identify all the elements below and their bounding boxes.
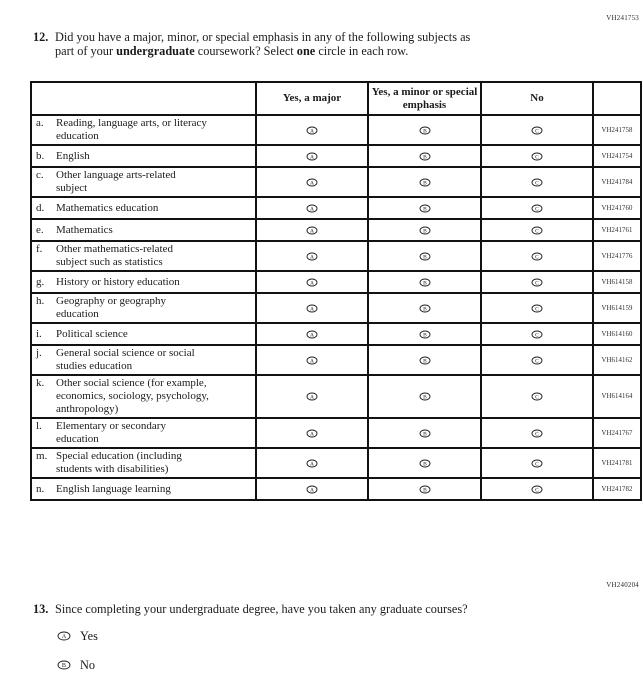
- response-cell-b[interactable]: [368, 418, 481, 448]
- table-row: [31, 219, 641, 241]
- row-label-cell: [31, 375, 256, 418]
- response-oval-c-icon[interactable]: [531, 226, 543, 235]
- response-cell-a[interactable]: [256, 167, 368, 197]
- row-label-cell: [31, 418, 256, 448]
- row-letter: c.: [36, 169, 44, 181]
- table-row: [31, 145, 641, 167]
- response-oval-a-icon[interactable]: [306, 252, 318, 261]
- row-label-cell: [31, 145, 256, 167]
- svg-text:B: B: [422, 358, 427, 365]
- row-label-wrap: [36, 276, 252, 289]
- svg-text:A: A: [310, 358, 314, 365]
- response-cell-b[interactable]: [368, 241, 481, 271]
- row-label: [56, 328, 128, 341]
- row-label: [56, 483, 171, 496]
- row-label-line: English: [56, 149, 90, 162]
- response-oval-b-icon[interactable]: [419, 330, 431, 339]
- question-13-number: 13.: [33, 602, 49, 616]
- row-label: [56, 377, 209, 416]
- row-letter: f.: [36, 243, 43, 255]
- svg-text:B: B: [422, 180, 427, 187]
- svg-text:C: C: [535, 154, 539, 161]
- row-label-line: Political science: [56, 327, 128, 340]
- response-cell-c[interactable]: [481, 293, 593, 323]
- option-label: No: [80, 657, 96, 672]
- svg-text:C: C: [535, 332, 539, 339]
- response-cell-c[interactable]: [481, 271, 593, 293]
- svg-text:C: C: [535, 180, 539, 187]
- row-label-line: General social science or social: [56, 347, 195, 359]
- question-12-text: [55, 30, 470, 58]
- row-label-line: subject: [56, 182, 88, 194]
- response-cell-a[interactable]: [256, 219, 368, 241]
- row-letter: b.: [36, 149, 45, 162]
- row-label-wrap: [36, 377, 252, 416]
- table-row: [31, 293, 641, 323]
- row-label-wrap: [36, 483, 252, 496]
- response-oval-a-icon[interactable]: [306, 392, 318, 401]
- svg-text:A: A: [310, 128, 314, 135]
- column-header-subject: [31, 82, 256, 115]
- response-oval-a-icon[interactable]: [306, 278, 318, 287]
- row-label: [56, 295, 166, 321]
- response-cell-c[interactable]: [481, 323, 593, 345]
- response-cell-c[interactable]: [481, 219, 593, 241]
- svg-text:A: A: [310, 461, 314, 468]
- response-cell-b[interactable]: [368, 323, 481, 345]
- response-cell-a[interactable]: [256, 197, 368, 219]
- response-oval-c-icon[interactable]: [531, 304, 543, 313]
- response-oval-b-icon[interactable]: [419, 178, 431, 187]
- row-code: VH614162: [593, 345, 641, 375]
- response-cell-b[interactable]: [368, 293, 481, 323]
- response-cell-a[interactable]: [256, 115, 368, 145]
- row-code: VH241758: [593, 115, 641, 145]
- response-cell-a[interactable]: [256, 271, 368, 293]
- table-row: [31, 197, 641, 219]
- response-oval-a-icon[interactable]: [306, 485, 318, 494]
- response-cell-a[interactable]: [256, 448, 368, 478]
- response-oval-b-icon[interactable]: [419, 252, 431, 261]
- response-oval-c-icon[interactable]: [531, 429, 543, 438]
- text: coursework? Select: [194, 44, 297, 58]
- question-12: [33, 30, 643, 58]
- svg-text:B: B: [422, 332, 427, 339]
- response-cell-a[interactable]: [256, 145, 368, 167]
- svg-text:A: A: [310, 228, 314, 235]
- response-cell-b[interactable]: [368, 219, 481, 241]
- row-code: VH614159: [593, 293, 641, 323]
- row-code: VH241761: [593, 219, 641, 241]
- svg-text:B: B: [422, 431, 427, 438]
- response-oval-b-icon[interactable]: [419, 485, 431, 494]
- row-label: [56, 276, 180, 289]
- response-oval-c-icon[interactable]: [531, 152, 543, 161]
- svg-text:B: B: [422, 206, 427, 213]
- response-cell-b[interactable]: [368, 167, 481, 197]
- row-label: [56, 224, 113, 237]
- form-code-bottom: VH240204: [606, 581, 639, 589]
- row-label: [56, 169, 176, 195]
- response-cell-b[interactable]: [368, 448, 481, 478]
- row-code: VH241784: [593, 167, 641, 197]
- response-oval-a-icon[interactable]: [306, 356, 318, 365]
- table-row: [31, 115, 641, 145]
- option-no[interactable]: [57, 656, 643, 674]
- row-code: VH614158: [593, 271, 641, 293]
- response-oval-c-icon[interactable]: [531, 459, 543, 468]
- row-label-wrap: [36, 150, 252, 163]
- response-cell-a[interactable]: [256, 345, 368, 375]
- table-row: [31, 271, 641, 293]
- response-cell-a[interactable]: [256, 418, 368, 448]
- row-code: VH241781: [593, 448, 641, 478]
- response-cell-b[interactable]: [368, 375, 481, 418]
- row-label-cell: [31, 323, 256, 345]
- row-label-cell: [31, 448, 256, 478]
- response-cell-b[interactable]: [368, 115, 481, 145]
- table-row: [31, 167, 641, 197]
- row-label-line: Special education (including: [56, 450, 182, 462]
- row-label-line: studies education: [56, 360, 133, 372]
- svg-text:C: C: [535, 206, 539, 213]
- response-oval-c-icon[interactable]: [531, 252, 543, 261]
- row-label-line: Reading, language arts, or literacy: [56, 117, 207, 129]
- subjects-table-body: [31, 115, 641, 500]
- response-cell-c[interactable]: [481, 241, 593, 271]
- response-oval-a-icon[interactable]: [57, 631, 71, 641]
- row-label-wrap: [36, 202, 252, 215]
- row-label: [56, 150, 90, 163]
- question-13: [33, 602, 643, 616]
- row-label-line: Other social science (for example,: [56, 377, 207, 389]
- response-oval-b-icon[interactable]: [419, 226, 431, 235]
- response-cell-c[interactable]: [481, 167, 593, 197]
- row-label-wrap: [36, 295, 252, 321]
- row-label: [56, 347, 195, 373]
- svg-text:A: A: [310, 206, 314, 213]
- row-label-line: Mathematics education: [56, 201, 159, 214]
- row-label-cell: [31, 219, 256, 241]
- response-oval-b-icon[interactable]: [419, 459, 431, 468]
- row-label: [56, 117, 207, 143]
- response-cell-a[interactable]: [256, 293, 368, 323]
- response-oval-c-icon[interactable]: [531, 356, 543, 365]
- response-cell-c[interactable]: [481, 197, 593, 219]
- row-label-wrap: [36, 243, 252, 269]
- row-letter: k.: [36, 377, 45, 389]
- response-oval-a-icon[interactable]: [306, 126, 318, 135]
- response-oval-b-icon[interactable]: [419, 126, 431, 135]
- svg-text:B: B: [422, 228, 427, 235]
- svg-text:A: A: [310, 180, 314, 187]
- response-cell-c[interactable]: [481, 145, 593, 167]
- row-label-line: subject such as statistics: [56, 256, 163, 268]
- row-label-line: education: [56, 130, 99, 142]
- row-label-line: History or history education: [56, 275, 180, 288]
- row-label: [56, 420, 166, 446]
- response-oval-a-icon[interactable]: [306, 204, 318, 213]
- response-cell-a[interactable]: [256, 375, 368, 418]
- option-label: Yes: [80, 628, 98, 643]
- response-cell-a[interactable]: [256, 323, 368, 345]
- option-yes[interactable]: [57, 627, 643, 645]
- row-code: VH241776: [593, 241, 641, 271]
- response-cell-c[interactable]: [481, 418, 593, 448]
- row-letter: h.: [36, 295, 45, 307]
- svg-text:B: B: [422, 128, 427, 135]
- response-oval-b-icon[interactable]: [419, 392, 431, 401]
- row-letter: m.: [36, 450, 48, 462]
- option-oval[interactable]: [57, 627, 71, 645]
- row-label-cell: [31, 241, 256, 271]
- table-row: [31, 323, 641, 345]
- svg-text:B: B: [422, 254, 427, 261]
- svg-text:C: C: [535, 358, 539, 365]
- row-label-wrap: [36, 169, 252, 195]
- table-row: [31, 478, 641, 500]
- svg-text:C: C: [535, 128, 539, 135]
- row-label-line: education: [56, 308, 99, 320]
- response-cell-b[interactable]: [368, 197, 481, 219]
- row-label-wrap: [36, 347, 252, 373]
- svg-text:B: B: [422, 154, 427, 161]
- row-label-line: economics, sociology, psychology,: [56, 390, 209, 402]
- row-label-cell: [31, 345, 256, 375]
- option-oval[interactable]: [57, 656, 71, 674]
- response-oval-c-icon[interactable]: [531, 204, 543, 213]
- question-13-text: Since completing your undergraduate degree, have you taken any graduate courses?: [55, 602, 468, 616]
- response-oval-c-icon[interactable]: [531, 485, 543, 494]
- row-label-wrap: [36, 224, 252, 237]
- row-label-wrap: [36, 420, 252, 446]
- response-cell-c[interactable]: [481, 375, 593, 418]
- response-cell-c[interactable]: [481, 478, 593, 500]
- response-oval-c-icon[interactable]: [531, 392, 543, 401]
- row-label-line: Other mathematics-related: [56, 243, 173, 255]
- svg-text:A: A: [310, 332, 314, 339]
- column-header-no: No: [481, 82, 593, 115]
- text: circle in each row.: [315, 44, 409, 58]
- svg-text:C: C: [535, 306, 539, 313]
- table-row: [31, 448, 641, 478]
- row-label-line: English language learning: [56, 482, 171, 495]
- response-oval-a-icon[interactable]: [306, 226, 318, 235]
- row-code: VH241754: [593, 145, 641, 167]
- response-cell-a[interactable]: [256, 478, 368, 500]
- row-label-cell: [31, 478, 256, 500]
- svg-text:C: C: [535, 254, 539, 261]
- svg-text:A: A: [61, 633, 67, 641]
- row-label-cell: [31, 271, 256, 293]
- response-cell-b[interactable]: [368, 145, 481, 167]
- row-label-line: Geography or geography: [56, 295, 166, 307]
- svg-text:B: B: [422, 280, 427, 287]
- row-label: [56, 450, 182, 476]
- response-oval-c-icon[interactable]: [531, 278, 543, 287]
- row-label-line: Other language arts-related: [56, 169, 176, 181]
- row-letter: a.: [36, 117, 44, 129]
- response-oval-a-icon[interactable]: [306, 429, 318, 438]
- row-label-line: Mathematics: [56, 223, 113, 236]
- table-row: [31, 418, 641, 448]
- response-oval-a-icon[interactable]: [306, 178, 318, 187]
- text: Did you have a major, minor, or special emphasis in any of the following subjects as: [55, 30, 471, 44]
- svg-text:B: B: [422, 394, 427, 401]
- svg-text:C: C: [535, 280, 539, 287]
- response-cell-c[interactable]: [481, 345, 593, 375]
- svg-text:A: A: [310, 394, 314, 401]
- response-oval-c-icon[interactable]: [531, 330, 543, 339]
- row-letter: n.: [36, 482, 45, 495]
- response-oval-c-icon[interactable]: [531, 178, 543, 187]
- response-oval-c-icon[interactable]: [531, 126, 543, 135]
- response-cell-b[interactable]: [368, 478, 481, 500]
- response-cell-b[interactable]: [368, 345, 481, 375]
- svg-text:B: B: [422, 487, 427, 494]
- svg-text:A: A: [310, 487, 314, 494]
- form-code-top: VH241753: [606, 14, 639, 22]
- row-label-cell: [31, 293, 256, 323]
- row-label-cell: [31, 197, 256, 219]
- question-12-text-line: [55, 30, 470, 44]
- column-header-minor: Yes, a minor or special emphasis: [368, 82, 481, 115]
- response-oval-b-icon[interactable]: [419, 356, 431, 365]
- response-oval-b-icon[interactable]: [419, 204, 431, 213]
- response-oval-b-icon[interactable]: [57, 660, 71, 670]
- response-oval-b-icon[interactable]: [419, 304, 431, 313]
- row-label-line: anthropology): [56, 403, 119, 415]
- row-code: VH241760: [593, 197, 641, 219]
- response-cell-a[interactable]: [256, 241, 368, 271]
- row-label-line: Elementary or secondary: [56, 420, 166, 432]
- subjects-table: [30, 81, 642, 501]
- row-letter: i.: [36, 327, 42, 340]
- row-letter: e.: [36, 223, 44, 236]
- response-oval-a-icon[interactable]: [306, 152, 318, 161]
- svg-text:B: B: [422, 306, 427, 313]
- response-cell-c[interactable]: [481, 115, 593, 145]
- response-cell-b[interactable]: [368, 271, 481, 293]
- svg-text:B: B: [422, 461, 427, 468]
- row-label-wrap: [36, 117, 252, 143]
- svg-text:C: C: [535, 461, 539, 468]
- row-letter: j.: [36, 347, 42, 359]
- table-row: [31, 375, 641, 418]
- table-row: [31, 345, 641, 375]
- row-letter: g.: [36, 275, 45, 288]
- column-header-code: [593, 82, 641, 115]
- row-label-line: students with disabilities): [56, 463, 169, 475]
- svg-text:A: A: [310, 280, 314, 287]
- row-label-wrap: [36, 328, 252, 341]
- svg-text:A: A: [310, 254, 314, 261]
- row-code: VH614164: [593, 375, 641, 418]
- table-header-row: [31, 82, 641, 115]
- row-code: VH241767: [593, 418, 641, 448]
- row-label-line: education: [56, 433, 99, 445]
- response-oval-a-icon[interactable]: [306, 459, 318, 468]
- svg-text:C: C: [535, 394, 539, 401]
- response-oval-a-icon[interactable]: [306, 304, 318, 313]
- row-code: VH241782: [593, 478, 641, 500]
- svg-text:C: C: [535, 228, 539, 235]
- bold-text: one: [296, 44, 316, 58]
- row-code: VH614160: [593, 323, 641, 345]
- svg-text:C: C: [535, 487, 539, 494]
- response-oval-b-icon[interactable]: [419, 278, 431, 287]
- svg-text:A: A: [310, 431, 314, 438]
- svg-text:A: A: [310, 154, 314, 161]
- row-letter: l.: [36, 420, 42, 432]
- bold-text: undergraduate: [116, 44, 195, 58]
- svg-text:B: B: [61, 662, 67, 670]
- row-label-wrap: [36, 450, 252, 476]
- question-12-text-line: [55, 44, 470, 58]
- column-header-major: Yes, a major: [256, 82, 368, 115]
- response-cell-c[interactable]: [481, 448, 593, 478]
- question-12-number: 12.: [33, 30, 49, 44]
- svg-text:C: C: [535, 431, 539, 438]
- response-oval-b-icon[interactable]: [419, 152, 431, 161]
- svg-text:A: A: [310, 306, 314, 313]
- response-oval-b-icon[interactable]: [419, 429, 431, 438]
- row-label: [56, 202, 158, 215]
- row-label-cell: [31, 167, 256, 197]
- row-label-cell: [31, 115, 256, 145]
- question-13-options: [0, 627, 643, 674]
- table-row: [31, 241, 641, 271]
- row-letter: d.: [36, 201, 45, 214]
- row-label: [56, 243, 173, 269]
- text: part of your: [55, 44, 117, 58]
- response-oval-a-icon[interactable]: [306, 330, 318, 339]
